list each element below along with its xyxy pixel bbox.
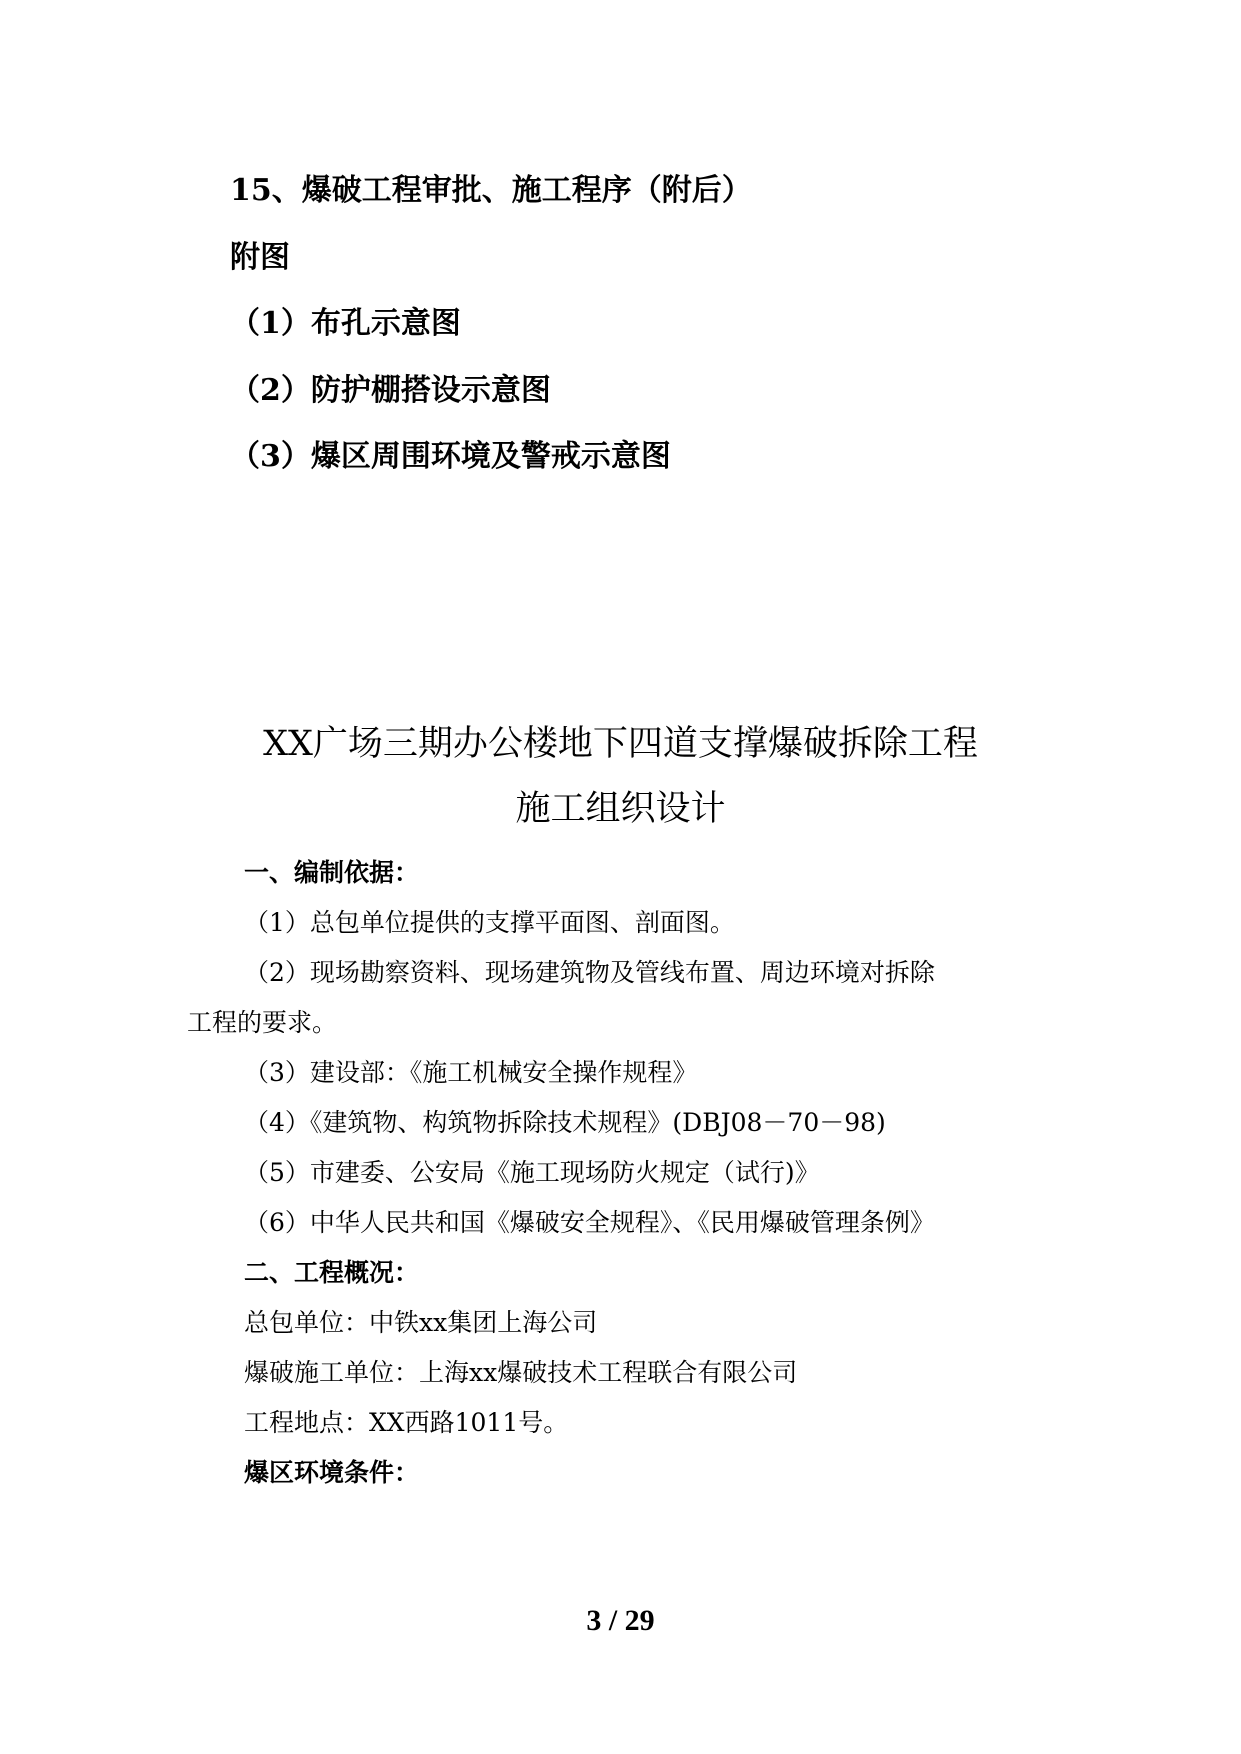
figure-item-2: （2）防护棚搭设示意图 [230, 373, 551, 408]
blasting-contractor: 爆破施工单位：上海xx爆破技术工程联合有限公司 [244, 1358, 798, 1387]
basis-item-3: （3）建设部：《施工机械安全操作规程》 [244, 1058, 698, 1087]
document-title-line2: 施工组织设计 [515, 789, 726, 829]
basis-item-2-continued: 工程的要求。 [187, 1008, 338, 1037]
blast-area-env-heading: 爆区环境条件： [244, 1458, 420, 1487]
basis-item-5: （5）市建委、公安局《施工现场防火规定（试行)》 [244, 1158, 820, 1187]
basis-item-1: （1）总包单位提供的支撑平面图、剖面图。 [244, 908, 735, 937]
section2-heading: 二、工程概况： [244, 1258, 420, 1287]
basis-item-2: （2）现场勘察资料、现场建筑物及管线布置、周边环境对拆除 [244, 958, 935, 987]
project-location: 工程地点：XX西路1011号。 [244, 1408, 569, 1437]
general-contractor: 总包单位：中铁xx集团上海公司 [244, 1308, 598, 1337]
page-number: 3 / 29 [586, 1604, 655, 1637]
toc-item-15: 15、爆破工程审批、施工程序（附后） [230, 173, 752, 208]
figure-item-1: （1）布孔示意图 [230, 306, 461, 341]
appendix-heading: 附图 [230, 240, 290, 275]
figure-item-3: （3）爆区周围环境及警戒示意图 [230, 439, 671, 474]
document-title-line1: XX广场三期办公楼地下四道支撑爆破拆除工程 [263, 724, 978, 764]
section1-heading: 一、编制依据： [244, 858, 420, 887]
basis-item-6: （6）中华人民共和国《爆破安全规程》、《民用爆破管理条例》 [244, 1208, 935, 1237]
basis-item-4: （4）《建筑物、构筑物拆除技术规程》(DBJ08－70－98) [244, 1108, 886, 1137]
